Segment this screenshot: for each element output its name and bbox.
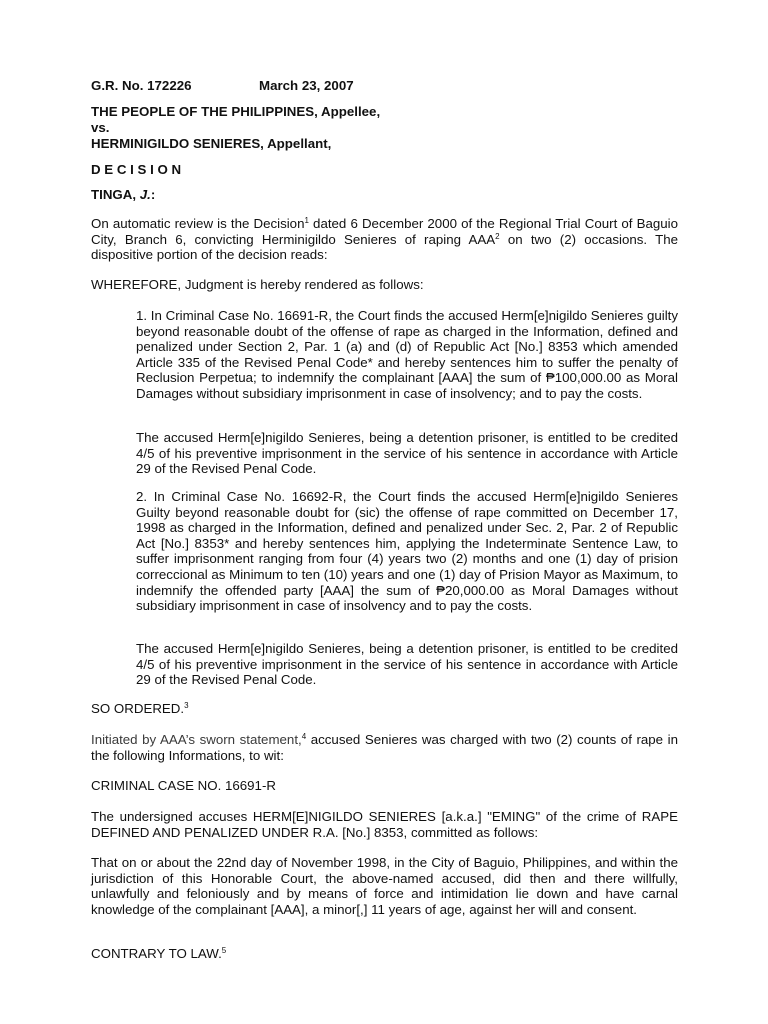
dispositive-paragraph: 1. In Criminal Case No. 16691-R, the Court finds the accused Herm[e]nigildo Senieres guilty beyond reasonable doubt of the offense of rape as charged in the Information, defined and penalized under Section 2, Par. 1 (a) and (d) of Republic Act [No.] 8353 which amended Article 335 of the Revised Penal Code* and hereby sentences him to suffer the penalty of Reclusion Perpetua; to indemnify the complainant [AAA] the sum of ₱100,000.00 as Moral Damages without subsidiary imprisonment in case of insolvency; and to pay the costs.	[136, 308, 678, 401]
decision-date: March 23, 2007	[259, 78, 354, 93]
footnote-ref-3: 3	[184, 701, 189, 710]
intro-text-3: on two (2) occasions. The dispositive portion of the decision reads:	[91, 231, 678, 263]
party-appellee: THE PEOPLE OF THE PHILIPPINES, Appellee,	[91, 104, 381, 119]
dispositive-paragraph: 2. In Criminal Case No. 16692-R, the Court finds the accused Herm[e]nigildo Senieres Guilty beyond reasonable doubt for (sic) the offense of rape committed on December 17, 1998 as charged in the Information, defined and penalized under Sec. 2, Par. 2 of Republic Act [No.] 8353* and hereby sentences him, applying the Indeterminate Sentence Law, to suffer imprisonment ranging from four (4) years two (2) months and one (1) day of prision correccional as Minimum to ten (10) years and one (1) day of Prision Mayor as Maximum, to indemnify the offended party [AAA] the sum of ₱20,000.00 as Moral Damages without subsidiary imprisonment in case of insolvency and to pay the costs.	[136, 489, 678, 614]
ponente-colon: :	[150, 187, 156, 202]
intro-text-2: dated 6 December 2000 of the Regional Trial Court of Baguio City, Branch 6, convicting Herminigildo Senieres of raping AAA	[91, 216, 678, 247]
versus: vs.	[91, 120, 110, 135]
ponente-name: TINGA,	[91, 187, 140, 202]
gr-number: G.R. No. 172226	[91, 78, 192, 93]
footnote-ref-5: 5	[221, 946, 227, 955]
contrary-to-law	[91, 946, 678, 962]
party-appellant: HERMINIGILDO SENIERES, Appellant,	[91, 136, 332, 151]
intro-paragraph	[91, 216, 678, 263]
footnote-ref-1: 1	[304, 216, 309, 225]
case-header-line	[91, 78, 678, 94]
ponente-title: J.	[139, 187, 151, 202]
information-paragraph: That on or about the 22nd day of November 1998, in the City of Baguio, Philippines, and within the jurisdiction of this Honorable Court, the above-named accused, did then and there willfully, unlawfully and feloniously and by means of force and intimidation lie down and have carnal knowledge of the complainant [AAA], a minor[,] 11 years of age, against her will and consent.	[91, 855, 678, 917]
initiated-paragraph	[91, 732, 678, 763]
decision-title: D E C I S I O N	[91, 162, 182, 177]
initiated-text-1: Initiated by AAA’s sworn statement,	[91, 732, 302, 747]
initiated-text-2: accused Senieres was charged with two (2) counts of rape in the following Informations, to wit:	[91, 732, 678, 763]
so-ordered	[91, 701, 678, 717]
footnote-ref-4: 4	[301, 732, 307, 741]
wherefore-line: WHEREFORE, Judgment is hereby rendered as follows:	[91, 277, 424, 292]
contrary-text: CONTRARY TO LAW.	[91, 946, 222, 961]
so-ordered-text: SO ORDERED.	[91, 701, 185, 716]
ponente	[91, 187, 678, 203]
information-paragraph: The undersigned accuses HERM[E]NIGILDO SENIERES [a.k.a.] "EMING" of the crime of RAPE DEFINED AND PENALIZED UNDER R.A. [No.] 8353, committed as follows:	[91, 809, 678, 840]
case-heading: CRIMINAL CASE NO. 16691-R	[91, 778, 276, 793]
footnote-ref-2: 2	[495, 231, 500, 241]
dispositive-paragraph: The accused Herm[e]nigildo Senieres, being a detention prisoner, is entitled to be credited 4/5 of his preventive imprisonment in the service of his sentence in accordance with Article 29 of the Revised Penal Code.	[136, 641, 678, 688]
intro-text-1: On automatic review is the Decision	[91, 216, 305, 231]
dispositive-paragraph: The accused Herm[e]nigildo Senieres, being a detention prisoner, is entitled to be credited 4/5 of his preventive imprisonment in the service of his sentence in accordance with Article 29 of the Revised Penal Code.	[136, 430, 678, 477]
